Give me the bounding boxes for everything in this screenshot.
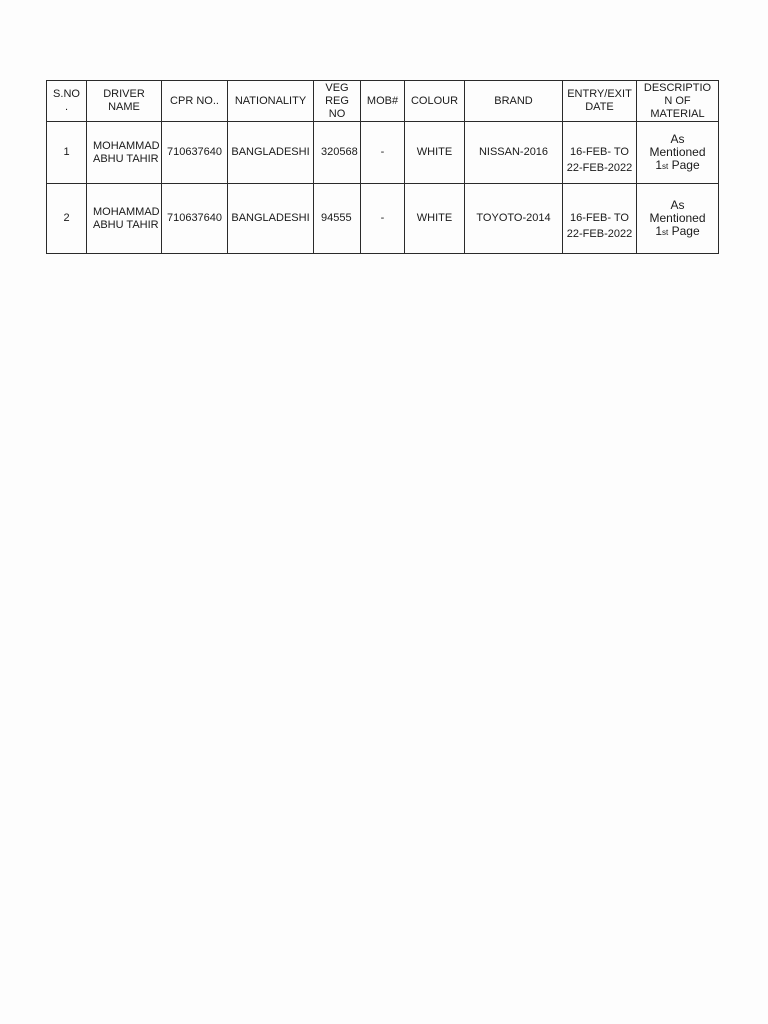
table-header-row xyxy=(47,81,719,122)
header-nationality: NATIONALITY xyxy=(228,81,314,122)
header-brand: BRAND xyxy=(465,81,563,122)
header-mob: MOB# xyxy=(361,81,405,122)
cell-mob: - xyxy=(361,122,405,184)
header-cpr-no: CPR NO.. xyxy=(162,81,228,122)
header-description-of-material: DESCRIPTIO N OF MATERIAL xyxy=(637,81,719,122)
cell-driver-name: MOHAMMAD ABHU TAHIR xyxy=(87,184,162,254)
header-driver-name: DRIVER NAME xyxy=(87,81,162,122)
cell-entry-exit-date: 16-FEB- TO 22-FEB-2022 xyxy=(563,184,637,254)
cell-cpr-no: 710637640 xyxy=(162,184,228,254)
cell-nationality: BANGLADESHI xyxy=(228,184,314,254)
table-row xyxy=(47,184,719,254)
cell-veg-reg-no: 94555 xyxy=(314,184,361,254)
cell-description: As Mentioned 1st Page xyxy=(637,122,719,184)
header-entry-exit-date: ENTRY/EXIT DATE xyxy=(563,81,637,122)
header-sno: S.NO . xyxy=(47,81,87,122)
cell-veg-reg-no: 320568 xyxy=(314,122,361,184)
cell-entry-exit-date: 16-FEB- TO 22-FEB-2022 xyxy=(563,122,637,184)
cell-sno: 1 xyxy=(47,122,87,184)
table-row xyxy=(47,122,719,184)
cell-driver-name: MOHAMMAD ABHU TAHIR xyxy=(87,122,162,184)
cell-colour: WHITE xyxy=(405,122,465,184)
cell-brand: TOYOTO-2014 xyxy=(465,184,563,254)
header-colour: COLOUR xyxy=(405,81,465,122)
cell-nationality: BANGLADESHI xyxy=(228,122,314,184)
cell-mob: - xyxy=(361,184,405,254)
cell-brand: NISSAN-2016 xyxy=(465,122,563,184)
cell-description: As Mentioned 1st Page xyxy=(637,184,719,254)
header-veg-reg-no: VEG REG NO xyxy=(314,81,361,122)
cell-colour: WHITE xyxy=(405,184,465,254)
cell-sno: 2 xyxy=(47,184,87,254)
vehicle-entry-table xyxy=(46,80,719,254)
cell-cpr-no: 710637640 xyxy=(162,122,228,184)
